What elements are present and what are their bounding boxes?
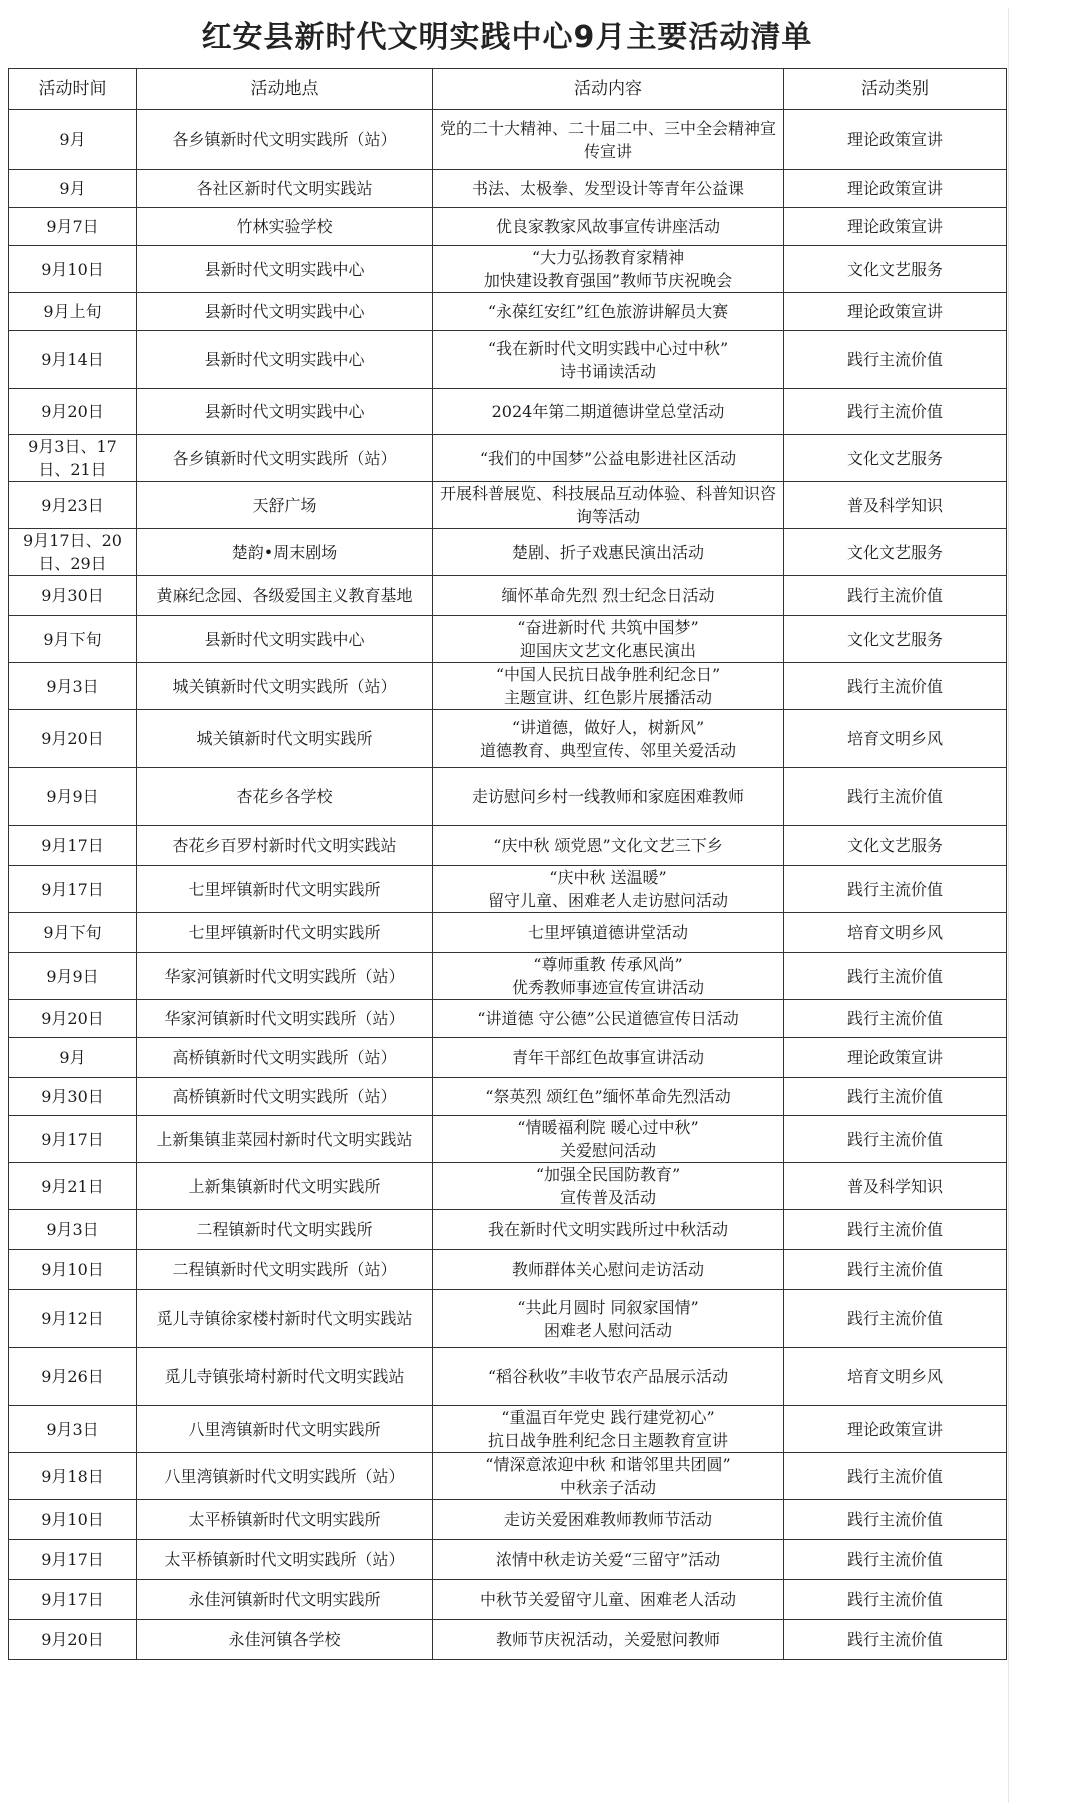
cell-content: “中国人民抗日战争胜利纪念日” 主题宣讲、红色影片展播活动 — [433, 663, 784, 710]
cell-category: 普及科学知识 — [784, 482, 1007, 529]
cell-content: “稻谷秋收”丰收节农产品展示活动 — [433, 1348, 784, 1406]
cell-content: “共此月圆时 同叙家国情” 困难老人慰问活动 — [433, 1290, 784, 1348]
cell-content: 浓情中秋走访关爱“三留守”活动 — [433, 1540, 784, 1580]
cell-time: 9月26日 — [9, 1348, 137, 1406]
table-header-row — [9, 69, 1007, 110]
cell-content: “永葆红安红”红色旅游讲解员大赛 — [433, 293, 784, 331]
cell-category: 践行主流价值 — [784, 1620, 1007, 1660]
cell-time: 9月10日 — [9, 246, 137, 293]
table-row — [9, 1250, 1007, 1290]
cell-content: “情深意浓迎中秋 和谐邻里共团圆” 中秋亲子活动 — [433, 1453, 784, 1500]
cell-time: 9月下旬 — [9, 913, 137, 953]
cell-place: 华家河镇新时代文明实践所（站） — [137, 1000, 433, 1038]
cell-time: 9月17日 — [9, 1540, 137, 1580]
table-row — [9, 1038, 1007, 1078]
cell-place: 永佳河镇新时代文明实践所 — [137, 1580, 433, 1620]
cell-time: 9月17日、20日、29日 — [9, 529, 137, 576]
page-edge-divider — [1008, 8, 1009, 1803]
cell-place: 杏花乡各学校 — [137, 768, 433, 826]
cell-category: 践行主流价值 — [784, 1078, 1007, 1116]
cell-time: 9月 — [9, 110, 137, 170]
cell-category: 普及科学知识 — [784, 1163, 1007, 1210]
cell-place: 太平桥镇新时代文明实践所 — [137, 1500, 433, 1540]
table-row — [9, 170, 1007, 208]
cell-category: 践行主流价值 — [784, 1500, 1007, 1540]
cell-time: 9月3日 — [9, 663, 137, 710]
table-row — [9, 616, 1007, 663]
cell-time: 9月12日 — [9, 1290, 137, 1348]
table-row — [9, 1210, 1007, 1250]
cell-time: 9月10日 — [9, 1500, 137, 1540]
cell-content: “奋进新时代 共筑中国梦” 迎国庆文艺文化惠民演出 — [433, 616, 784, 663]
cell-content: 走访关爱困难教师教师节活动 — [433, 1500, 784, 1540]
table-row — [9, 1290, 1007, 1348]
cell-category: 践行主流价值 — [784, 576, 1007, 616]
cell-content: “大力弘扬教育家精神 加快建设教育强国”教师节庆祝晚会 — [433, 246, 784, 293]
cell-time: 9月20日 — [9, 1620, 137, 1660]
cell-time: 9月3日 — [9, 1406, 137, 1453]
cell-content: 楚剧、折子戏惠民演出活动 — [433, 529, 784, 576]
table-row — [9, 435, 1007, 482]
header-place: 活动地点 — [137, 69, 433, 110]
cell-category: 理论政策宣讲 — [784, 1406, 1007, 1453]
cell-time: 9月17日 — [9, 826, 137, 866]
cell-time: 9月17日 — [9, 866, 137, 913]
cell-place: 八里湾镇新时代文明实践所（站） — [137, 1453, 433, 1500]
table-row — [9, 866, 1007, 913]
table-row — [9, 331, 1007, 389]
header-time: 活动时间 — [9, 69, 137, 110]
table-row — [9, 293, 1007, 331]
cell-category: 培育文明乡风 — [784, 1348, 1007, 1406]
table-row — [9, 1348, 1007, 1406]
table-row — [9, 953, 1007, 1000]
cell-category: 践行主流价值 — [784, 331, 1007, 389]
cell-category: 践行主流价值 — [784, 1116, 1007, 1163]
activity-table — [8, 68, 1007, 1660]
cell-category: 践行主流价值 — [784, 953, 1007, 1000]
cell-category: 理论政策宣讲 — [784, 1038, 1007, 1078]
cell-category: 践行主流价值 — [784, 1580, 1007, 1620]
cell-time: 9月18日 — [9, 1453, 137, 1500]
cell-time: 9月 — [9, 170, 137, 208]
cell-category: 践行主流价值 — [784, 768, 1007, 826]
cell-place: 高桥镇新时代文明实践所（站） — [137, 1078, 433, 1116]
cell-content: “重温百年党史 践行建党初心” 抗日战争胜利纪念日主题教育宣讲 — [433, 1406, 784, 1453]
cell-category: 理论政策宣讲 — [784, 293, 1007, 331]
cell-content: “情暖福利院 暖心过中秋” 关爱慰问活动 — [433, 1116, 784, 1163]
cell-time: 9月7日 — [9, 208, 137, 246]
table-row — [9, 529, 1007, 576]
table-row — [9, 389, 1007, 435]
cell-place: 高桥镇新时代文明实践所（站） — [137, 1038, 433, 1078]
cell-place: 楚韵•周末剧场 — [137, 529, 433, 576]
cell-place: 永佳河镇各学校 — [137, 1620, 433, 1660]
cell-category: 文化文艺服务 — [784, 616, 1007, 663]
cell-time: 9月9日 — [9, 768, 137, 826]
table-row — [9, 1453, 1007, 1500]
cell-category: 践行主流价值 — [784, 389, 1007, 435]
table-row — [9, 1116, 1007, 1163]
table-row — [9, 826, 1007, 866]
cell-place: 华家河镇新时代文明实践所（站） — [137, 953, 433, 1000]
table-row — [9, 1078, 1007, 1116]
cell-content: 优良家教家风故事宣传讲座活动 — [433, 208, 784, 246]
cell-place: 各社区新时代文明实践站 — [137, 170, 433, 208]
cell-time: 9月20日 — [9, 389, 137, 435]
table-body — [9, 110, 1007, 1660]
cell-category: 理论政策宣讲 — [784, 110, 1007, 170]
cell-time: 9月23日 — [9, 482, 137, 529]
cell-time: 9月30日 — [9, 576, 137, 616]
cell-place: 七里坪镇新时代文明实践所 — [137, 913, 433, 953]
table-row — [9, 768, 1007, 826]
cell-place: 上新集镇韭菜园村新时代文明实践站 — [137, 1116, 433, 1163]
cell-content: 党的二十大精神、二十届二中、三中全会精神宣传宣讲 — [433, 110, 784, 170]
cell-place: 县新时代文明实践中心 — [137, 331, 433, 389]
table-row — [9, 1163, 1007, 1210]
cell-content: 走访慰问乡村一线教师和家庭困难教师 — [433, 768, 784, 826]
cell-content: 开展科普展览、科技展品互动体验、科普知识咨询等活动 — [433, 482, 784, 529]
cell-place: 县新时代文明实践中心 — [137, 389, 433, 435]
cell-time: 9月9日 — [9, 953, 137, 1000]
cell-category: 文化文艺服务 — [784, 435, 1007, 482]
cell-content: 中秋节关爱留守儿童、困难老人活动 — [433, 1580, 784, 1620]
cell-category: 理论政策宣讲 — [784, 170, 1007, 208]
cell-place: 上新集镇新时代文明实践所 — [137, 1163, 433, 1210]
cell-place: 二程镇新时代文明实践所（站） — [137, 1250, 433, 1290]
cell-content: “庆中秋 颂党恩”文化文艺三下乡 — [433, 826, 784, 866]
table-row — [9, 1540, 1007, 1580]
cell-time: 9月20日 — [9, 1000, 137, 1038]
cell-place: 二程镇新时代文明实践所 — [137, 1210, 433, 1250]
cell-content: “祭英烈 颂红色”缅怀革命先烈活动 — [433, 1078, 784, 1116]
cell-category: 文化文艺服务 — [784, 529, 1007, 576]
cell-time: 9月下旬 — [9, 616, 137, 663]
cell-category: 践行主流价值 — [784, 1210, 1007, 1250]
cell-time: 9月3日 — [9, 1210, 137, 1250]
table-row — [9, 246, 1007, 293]
table-row — [9, 1500, 1007, 1540]
cell-time: 9月21日 — [9, 1163, 137, 1210]
cell-place: 竹林实验学校 — [137, 208, 433, 246]
table-row — [9, 710, 1007, 768]
cell-category: 理论政策宣讲 — [784, 208, 1007, 246]
cell-content: 2024年第二期道德讲堂总堂活动 — [433, 389, 784, 435]
cell-place: 城关镇新时代文明实践所 — [137, 710, 433, 768]
table-row — [9, 663, 1007, 710]
cell-content: “尊师重教 传承风尚” 优秀教师事迹宣传宣讲活动 — [433, 953, 784, 1000]
cell-place: 城关镇新时代文明实践所（站） — [137, 663, 433, 710]
table-row — [9, 482, 1007, 529]
cell-content: 教师群体关心慰问走访活动 — [433, 1250, 784, 1290]
header-content: 活动内容 — [433, 69, 784, 110]
cell-place: 黄麻纪念园、各级爱国主义教育基地 — [137, 576, 433, 616]
cell-time: 9月30日 — [9, 1078, 137, 1116]
cell-place: 八里湾镇新时代文明实践所 — [137, 1406, 433, 1453]
cell-time: 9月3日、17日、21日 — [9, 435, 137, 482]
table-row — [9, 1000, 1007, 1038]
cell-category: 培育文明乡风 — [784, 913, 1007, 953]
cell-content: 青年干部红色故事宣讲活动 — [433, 1038, 784, 1078]
cell-content: 缅怀革命先烈 烈士纪念日活动 — [433, 576, 784, 616]
cell-place: 县新时代文明实践中心 — [137, 616, 433, 663]
cell-category: 践行主流价值 — [784, 866, 1007, 913]
cell-category: 践行主流价值 — [784, 663, 1007, 710]
cell-content: “讲道德，做好人，树新风” 道德教育、典型宣传、邻里关爱活动 — [433, 710, 784, 768]
cell-category: 践行主流价值 — [784, 1290, 1007, 1348]
cell-category: 培育文明乡风 — [784, 710, 1007, 768]
table-row — [9, 1406, 1007, 1453]
cell-place: 县新时代文明实践中心 — [137, 293, 433, 331]
cell-place: 觅儿寺镇徐家楼村新时代文明实践站 — [137, 1290, 433, 1348]
header-category: 活动类别 — [784, 69, 1007, 110]
cell-time: 9月10日 — [9, 1250, 137, 1290]
table-row — [9, 1580, 1007, 1620]
cell-time: 9月上旬 — [9, 293, 137, 331]
cell-category: 践行主流价值 — [784, 1000, 1007, 1038]
cell-time: 9月 — [9, 1038, 137, 1078]
document-title: 红安县新时代文明实践中心9月主要活动清单 — [201, 20, 813, 55]
cell-time: 9月17日 — [9, 1116, 137, 1163]
cell-time: 9月20日 — [9, 710, 137, 768]
cell-content: “庆中秋 送温暖” 留守儿童、困难老人走访慰问活动 — [433, 866, 784, 913]
cell-content: 教师节庆祝活动，关爱慰问教师 — [433, 1620, 784, 1660]
cell-content: “加强全民国防教育” 宣传普及活动 — [433, 1163, 784, 1210]
table-row — [9, 110, 1007, 170]
cell-content: 我在新时代文明实践所过中秋活动 — [433, 1210, 784, 1250]
cell-category: 践行主流价值 — [784, 1453, 1007, 1500]
cell-content: “我们的中国梦”公益电影进社区活动 — [433, 435, 784, 482]
cell-time: 9月17日 — [9, 1580, 137, 1620]
cell-content: 书法、太极拳、发型设计等青年公益课 — [433, 170, 784, 208]
cell-place: 县新时代文明实践中心 — [137, 246, 433, 293]
cell-place: 七里坪镇新时代文明实践所 — [137, 866, 433, 913]
cell-content: 七里坪镇道德讲堂活动 — [433, 913, 784, 953]
cell-place: 天舒广场 — [137, 482, 433, 529]
cell-category: 践行主流价值 — [784, 1540, 1007, 1580]
cell-place: 各乡镇新时代文明实践所（站） — [137, 110, 433, 170]
cell-place: 觅儿寺镇张埼村新时代文明实践站 — [137, 1348, 433, 1406]
cell-time: 9月14日 — [9, 331, 137, 389]
table-row — [9, 913, 1007, 953]
cell-place: 太平桥镇新时代文明实践所（站） — [137, 1540, 433, 1580]
table-row — [9, 208, 1007, 246]
cell-category: 践行主流价值 — [784, 1250, 1007, 1290]
cell-category: 文化文艺服务 — [784, 826, 1007, 866]
table-row — [9, 1620, 1007, 1660]
cell-place: 杏花乡百罗村新时代文明实践站 — [137, 826, 433, 866]
cell-category: 文化文艺服务 — [784, 246, 1007, 293]
cell-place: 各乡镇新时代文明实践所（站） — [137, 435, 433, 482]
cell-content: “讲道德 守公德”公民道德宣传日活动 — [433, 1000, 784, 1038]
cell-content: “我在新时代文明实践中心过中秋” 诗书诵读活动 — [433, 331, 784, 389]
table-row — [9, 576, 1007, 616]
